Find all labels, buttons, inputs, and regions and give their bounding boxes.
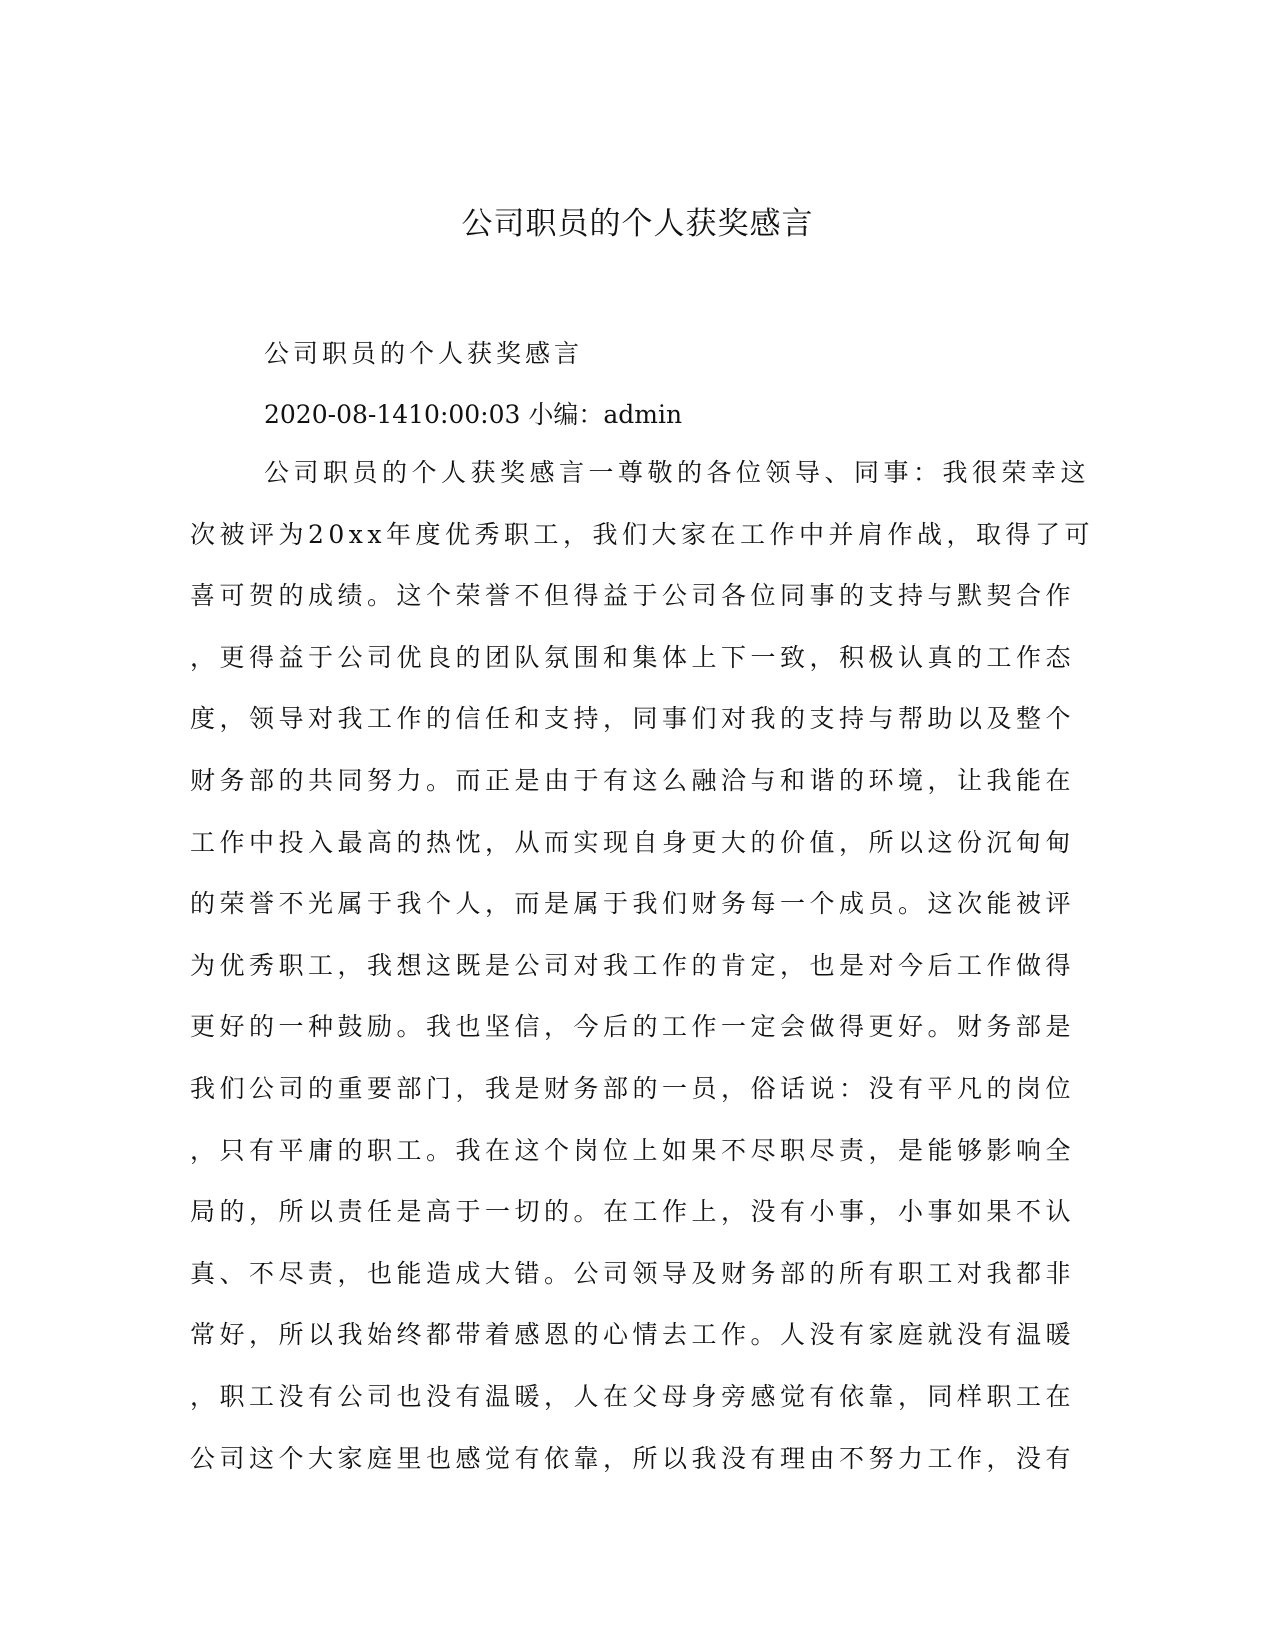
body-line: 工作中投入最高的热忱，从而实现自身更大的价值，所以这份沉甸甸 bbox=[190, 827, 1076, 857]
document-body bbox=[190, 456, 1095, 1503]
body-line: 局的，所以责任是高于一切的。在工作上，没有小事，小事如果不认 bbox=[190, 1197, 1076, 1227]
body-line: 度，领导对我工作的信任和支持，同事们对我的支持与帮助以及整个 bbox=[190, 704, 1076, 734]
body-line: 财务部的共同努力。而正是由于有这么融洽与和谐的环境，让我能在 bbox=[190, 765, 1076, 795]
body-line: ，更得益于公司优良的团队氛围和集体上下一致，积极认真的工作态 bbox=[190, 642, 1076, 672]
body-line: 更好的一种鼓励。我也坚信，今后的工作一定会做得更好。财务部是 bbox=[190, 1012, 1076, 1042]
body-line: 喜可贺的成绩。这个荣誉不但得益于公司各位同事的支持与默契合作 bbox=[190, 581, 1076, 611]
body-line: 为优秀职工，我想这既是公司对我工作的肯定，也是对今后工作做得 bbox=[190, 950, 1076, 980]
body-line: 公司这个大家庭里也感觉有依靠，所以我没有理由不努力工作，没有 bbox=[190, 1443, 1076, 1473]
document-meta: 2020-08-1410:00:03 小编：admin bbox=[264, 400, 683, 429]
body-line: 真、不尽责，也能造成大错。公司领导及财务部的所有职工对我都非 bbox=[190, 1258, 1076, 1288]
body-line: 次被评为20xx年度优秀职工，我们大家在工作中并肩作战，取得了可 bbox=[190, 519, 1095, 549]
body-line: ，只有平庸的职工。我在这个岗位上如果不尽职尽责，是能够影响全 bbox=[190, 1135, 1076, 1165]
body-line: 常好，所以我始终都带着感恩的心情去工作。人没有家庭就没有温暖 bbox=[190, 1320, 1076, 1350]
document-subtitle: 公司职员的个人获奖感言 bbox=[264, 339, 584, 368]
body-line: ，职工没有公司也没有温暖，人在父母身旁感觉有依靠，同样职工在 bbox=[190, 1381, 1076, 1411]
body-line: 的荣誉不光属于我个人，而是属于我们财务每一个成员。这次能被评 bbox=[190, 889, 1076, 919]
document-title: 公司职员的个人获奖感言 bbox=[461, 206, 814, 242]
body-line: 公司职员的个人获奖感言一尊敬的各位领导、同事：我很荣幸这 bbox=[264, 458, 1091, 487]
body-line: 我们公司的重要部门，我是财务部的一员，俗话说：没有平凡的岗位 bbox=[190, 1073, 1076, 1103]
